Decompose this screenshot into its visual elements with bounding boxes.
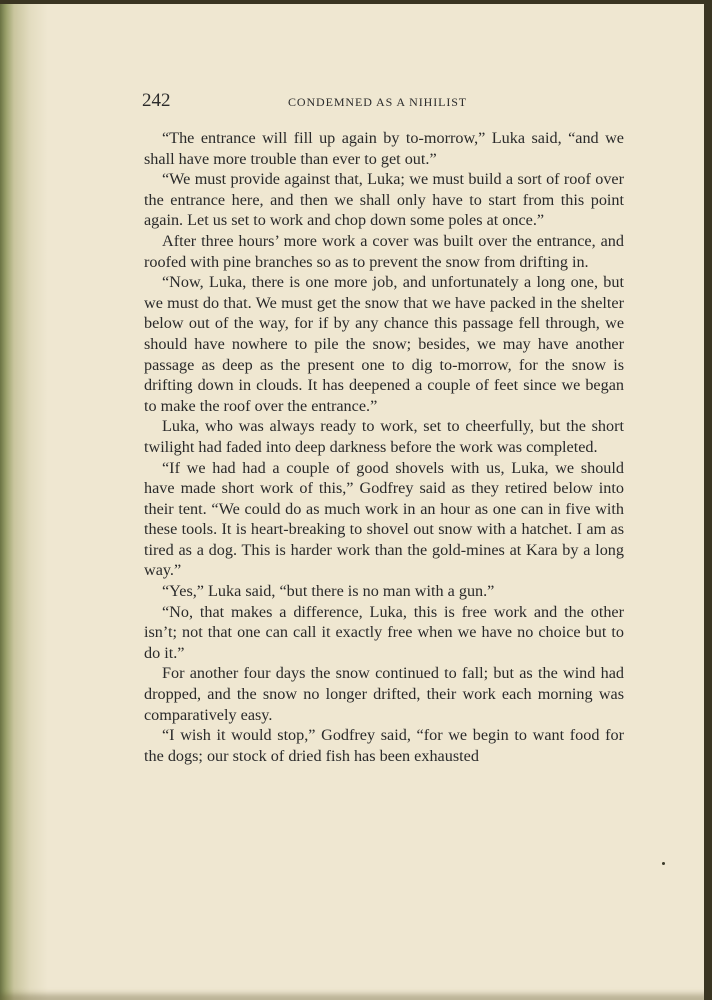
paragraph: For another four days the snow continued to fall; but as the wind had dropped, and the snow no longer drifted, their work each morning was comparatively easy. <box>144 664 624 724</box>
paragraph: “We must provide against that, Luka; we must build a sort of roof over the entrance here, and then we shall only have to start from this point again. Let us set to work and chop down some poles at once.” <box>144 170 624 230</box>
ink-speck <box>662 862 665 865</box>
paragraph: Luka, who was always ready to work, set to cheerfully, but the short twilight had faded into deep darkness before the work was completed. <box>144 417 624 456</box>
paragraph: “Yes,” Luka said, “but there is no man with a gun.” <box>162 582 495 601</box>
paragraph: “No, that makes a difference, Luka, this is free work and the other isn’t; not that one can call it exactly free when we have no choice but to do it.” <box>144 602 624 662</box>
paragraph: “Now, Luka, there is one more job, and unfortunately a long one, but we must do that. We must get the snow that we have packed in the shelter below out of the way, for if by any chance this passage fell through, we should have nowhere to pile the snow; besides, we may have another passage as deep as the present one to dig to-morrow, for the snow is drifting down in clouds. It has deepened a couple of feet since we began to make the roof over the entrance.” <box>144 273 624 415</box>
page-header <box>142 90 624 114</box>
page-number: 242 <box>142 90 171 111</box>
running-title: CONDEMNED AS A NIHILIST <box>288 95 468 109</box>
body-text <box>144 128 624 766</box>
paragraph: “If we had had a couple of good shovels with us, Luka, we should have made short work of this,” Godfrey said as they retired below into their tent. “We could do as much work in an hour as one can in five with these tools. It is heart-breaking to shovel out snow with a hatchet. I am as tired as a dog. This is harder work than the gold-mines at Kara by a long way.” <box>144 458 624 580</box>
paragraph: After three hours’ more work a cover was built over the entrance, and roofed with pine branches so as to prevent the snow from drifting in. <box>144 231 624 271</box>
paragraph: “The entrance will fill up again by to-morrow,” Luka said, “and we shall have more trouble than ever to get out.” <box>144 129 624 168</box>
paragraph: “I wish it would stop,” Godfrey said, “for we begin to want food for the dogs; our stock of dried fish has been exhausted <box>144 726 624 765</box>
